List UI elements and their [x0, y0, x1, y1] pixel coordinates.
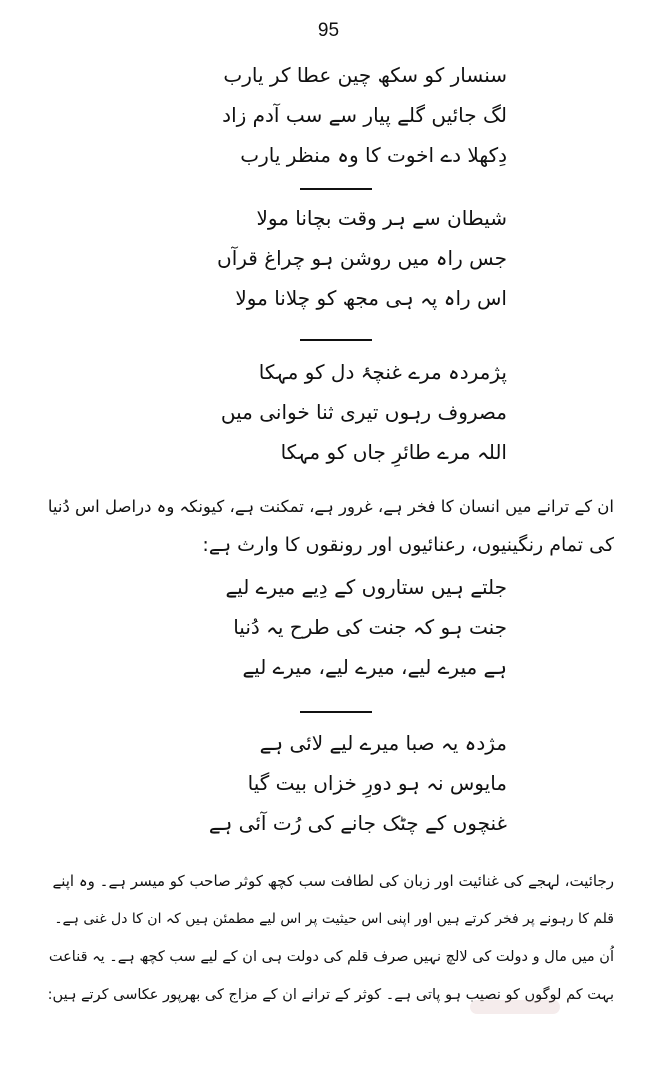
- verse-line: لگ جائیں گلے پیار سے سب آدم زاد: [222, 103, 507, 127]
- prose-line: قلم کا رہونے پر فخر کرتے ہیں اور اپنی اس حیثیت پر اس لیے مطمئن ہیں کہ ان کا دل غنی ہے۔: [54, 911, 614, 927]
- verse-line: مصروف رہوں تیری ثنا خوانی میں: [220, 400, 507, 424]
- prose-line: رجائیت، لہجے کی غنائیت اور زبان کی لطافت سب کچھ کوثر صاحب کو میسر ہے۔ وہ اپنے: [52, 872, 614, 890]
- verse-line: غنچوں کے چٹک جانے کی رُت آئی ہے: [208, 811, 507, 835]
- page-number: 95: [317, 20, 340, 41]
- prose-line: ان کے ترانے میں انسان کا فخر ہے، غرور ہے، تمکنت ہے، کیونکہ وہ دراصل اس دُنیا: [48, 497, 614, 516]
- stanza-divider: [300, 711, 372, 713]
- ink-bleed-mark: [470, 1000, 560, 1014]
- verse-line: پژمردہ مرے غنچۂ دل کو مہکا: [258, 360, 507, 384]
- stanza-4: [177, 567, 507, 687]
- stanza-divider: [300, 188, 372, 190]
- verse-line: مایوس نہ ہو دورِ خزاں بیت گیا: [247, 771, 507, 795]
- prose-line: کی تمام رنگینیوں، رعنائیوں اور رونقوں کا وارث ہے:: [202, 534, 614, 556]
- verse-line: ہے میرے لیے، میرے لیے، میرے لیے: [242, 655, 507, 679]
- verse-line: اس راہ پہ ہی مجھ کو چلانا مولا: [235, 286, 507, 310]
- verse-line: جنت ہو کہ جنت کی طرح یہ دُنیا: [233, 615, 507, 639]
- stanza-divider: [300, 339, 372, 341]
- verse-line: شیطان سے ہر وقت بچانا مولا: [256, 206, 507, 230]
- verse-line: جلتے ہیں ستاروں کے دِیے میرے لیے: [225, 575, 507, 599]
- stanza-2: [177, 198, 507, 318]
- prose-line: بہت کم لوگوں کو نصیب ہو پاتی ہے۔ کوثر کے ترانے ان کے مزاج کی بھرپور عکاسی کرتے ہیں:: [48, 987, 614, 1003]
- prose-paragraph-2: [48, 862, 614, 1014]
- verse-line: سنسار کو سکھ چین عطا کر یارب: [223, 63, 507, 87]
- verse-line: مژدہ یہ صبا میرے لیے لائی ہے: [259, 731, 507, 755]
- verse-line: اللہ مرے طائرِ جاں کو مہکا: [280, 440, 507, 464]
- prose-line: اُن میں مال و دولت کی لالچ نہیں صرف قلم کی دولت ہی ان کے لیے سب کچھ ہے۔ یہ قناعت: [48, 949, 614, 965]
- verse-line: دِکھلا دے اخوت کا وہ منظر یارب: [240, 143, 507, 167]
- prose-paragraph-1: [48, 488, 614, 564]
- stanza-1: [177, 55, 507, 175]
- stanza-5: [177, 723, 507, 843]
- stanza-3: [177, 352, 507, 472]
- verse-line: جس راہ میں روشن ہو چراغ قرآں: [217, 246, 507, 270]
